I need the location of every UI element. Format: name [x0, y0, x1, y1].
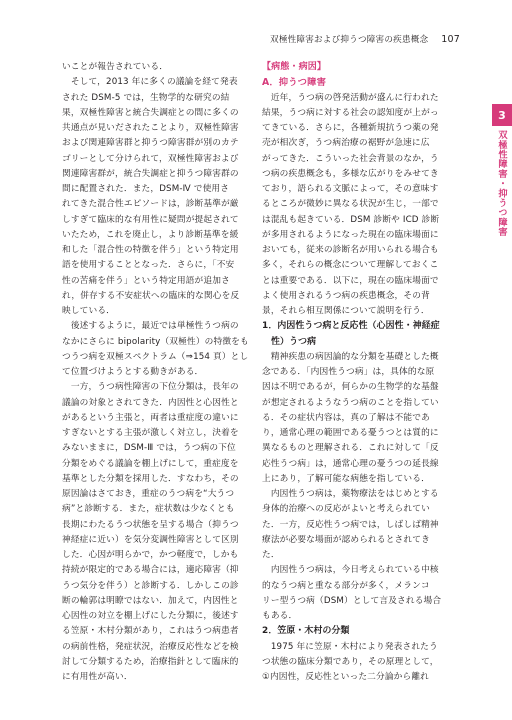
header-title: 双極性障害および抑うつ障害の疾患概念 [270, 35, 429, 45]
text-line: そして，2013 年に多くの議論を経て発表 [62, 77, 238, 88]
text-line: 1975 年に笠原・木村により発表されたう [262, 641, 438, 652]
page-number: 107 [441, 34, 460, 45]
text-line: る．その症状内容は，真の了解は不能であ [262, 412, 430, 423]
section-heading: A．抑うつ障害 [262, 77, 327, 89]
text-line: ゴリーとして分けられて，双極性障害および [62, 153, 239, 164]
text-line: た．一方，反応性うつ病では，しばしば精神 [262, 519, 439, 530]
text-line: の病前性格，発症状況，治療反応性などを検 [62, 641, 239, 652]
text-line: いたため，これを廃止し，より診断基準を緩 [62, 229, 239, 240]
text-line: いことが報告されている． [62, 62, 169, 72]
text-line: 基準とした分類を採用した．すなわち，その [62, 473, 239, 484]
text-line: 的なうつ病と重なる部分が多く，メランコ [262, 580, 430, 591]
text-line: すぎないとする主張が激しく対立し，決着を [62, 428, 239, 438]
paragraph-kasahara-kimura [262, 640, 459, 686]
text-line: 原因論はさておき，重症のうつ病を“大うつ [62, 489, 235, 499]
text-line: 身体的治療への反応がよいと考えられてい [262, 504, 430, 515]
text-line: 応性うつ病」は，通常心理の憂うつの延長線 [262, 458, 439, 469]
text-line: り，通常心理の範囲である憂うつとは質的に [262, 428, 439, 438]
text-line: つ病の疾患概念も，多様な広がりをみせてき [262, 168, 439, 179]
text-line: した．心因が明らかで，かつ軽度で，しかも [62, 550, 239, 560]
text-line: 映している． [62, 306, 116, 316]
text-line: 共通点が見いだされたことより，双極性障害 [62, 123, 239, 133]
text-line: があるという主張と，両者は重症度の違いに [62, 412, 239, 423]
text-line: た． [262, 550, 280, 560]
text-line: 念である．「内因性うつ病」は，具体的な原 [262, 367, 435, 377]
text-line: なかにさらに bipolarity（双極性）の特徴をも [62, 336, 249, 347]
text-line: 議論の対象とされてきた．内因性と心因性と [62, 397, 239, 408]
text-line: てきている．さらに，各種新規抗うつ薬の発 [262, 123, 439, 133]
chapter-number: 3 [498, 108, 506, 122]
right-column [262, 60, 459, 685]
paragraph-intro [262, 91, 459, 320]
text-line: 近年，うつ病の啓発活動が盛んに行われた [262, 92, 439, 103]
text-line: よく使用されるうつ病の疾患概念，その背 [262, 290, 430, 301]
text-line: 売が相次ぎ，うつ病治療の裾野が急速に広 [262, 138, 430, 149]
text-line: ①内因性，反応性といった二分論から離れ [262, 672, 430, 682]
text-line: 長期にわたるうつ状態を呈する場合（抑うつ [62, 519, 239, 530]
text-line: 上にあり，了解可能な病態を指している． [262, 473, 430, 484]
chapter-title-vertical: 双極性障害・抑うつ障害 [496, 130, 507, 237]
text-line: 心因性の対立を棚上げにした分類に，後述す [62, 611, 239, 621]
text-line: がってきた．こういった社会背景のなか，う [262, 153, 439, 164]
text-line: 因は不明であるが，何らかの生物学的な基盤 [262, 382, 439, 393]
text-line: る笠原・木村分類があり，これはうつ病患者 [62, 626, 239, 637]
text-line: 語を使用することとなった．さらに，「不安 [62, 260, 235, 271]
text-line: もある． [262, 611, 298, 621]
text-line: つうつ病を双極スペクトラム（⇒154 頁）とし [62, 351, 249, 362]
text-line: れてきた混合性エピソードは，診断基準が厳 [62, 199, 239, 210]
text-line: 療法が必要な場面が認められるとされてき [262, 534, 430, 545]
subheading-kasahara-kimura: 2．笠原・木村の分類 [262, 626, 350, 637]
text-line: は混乱も起きている．DSM 診断や ICD 診断 [262, 214, 440, 225]
text-line: 性の苦痛を伴う」という特定用語が追加さ [62, 275, 230, 286]
text-line: 内因性うつ病は，薬物療法をはじめとする [262, 489, 439, 499]
text-line: 間に配置された．また，DSM-Ⅳ で使用さ [62, 184, 230, 194]
text-line: とは重要である．以下に，現在の臨床場面で [262, 275, 439, 286]
text-line: 病”と診断する．また，症状数は少なくとも [62, 504, 235, 515]
text-line: れ，併存する不安症状への臨床的な関心を反 [62, 290, 240, 301]
text-line: 結果，うつ病に対する社会の認知度が上がっ [262, 107, 439, 118]
text-line: つ状態の臨床分類であり，その原理として， [262, 656, 439, 667]
section-label: 【病態・病因】 [262, 62, 327, 72]
text-line: リー型うつ病（DSM）として言及される場合 [262, 595, 442, 606]
text-line: おいても，従来の診断名が用いられる場合も [262, 245, 439, 255]
text-line: しすぎて臨床的な有用性に疑問が提起されて [62, 214, 239, 225]
text-line: 分類をめぐる議論を棚上げにして，重症度を [62, 458, 239, 469]
text-line: 和した「混合性の特徴を伴う」という特定用 [62, 245, 239, 255]
text-line: が多用されるようになった現在の臨床場面に [262, 229, 439, 240]
text-line: 関連障害群が，統合失調症と抑うつ障害群の [62, 168, 239, 179]
text-line: 異なるものと理解される．これに対して「反 [262, 443, 439, 454]
text-line: 一方，うつ病性障害の下位分類は，長年の [62, 382, 239, 393]
text-line: および関連障害群と抑うつ障害群が別のカテ [62, 138, 239, 149]
text-line: 多く，それらの概念について理解しておくこ [262, 260, 439, 271]
paragraph-endogenous [262, 350, 459, 625]
subheading-endogenous-reactive-cont: 性）うつ病 [262, 336, 317, 347]
text-line: 精神疾患の病因論的な分類を基礎とした概 [262, 351, 439, 362]
text-line: うつ気分を伴う）と診断する．しかしこの診 [62, 580, 239, 591]
text-line: みないままに，DSM-Ⅲ では，うつ病の下位 [62, 443, 236, 454]
text-line: に有用性が高い． [62, 672, 133, 682]
subheading-endogenous-reactive: 1．内因性うつ病と反応性（心因性・神経症 [262, 321, 440, 332]
text-line: るところが微妙に異なる状況が生じ，一部で [262, 199, 439, 210]
text-line: 後述するように，最近では単極性うつ病の [62, 321, 239, 332]
text-line: ており，語られる文脈によって，その意味す [262, 184, 439, 194]
text-line: された DSM-5 では，生物学的な研究の結 [62, 92, 230, 103]
text-line: 持続が限定的である場合には，適応障害（抑 [62, 565, 239, 576]
text-line: 討して分類するため，治療指針として臨床的 [62, 656, 239, 667]
text-line: 果，双極性障害と統合失調症との間に多くの [62, 107, 239, 118]
text-line: 断の輪郭は明瞭ではない．加えて，内因性と [62, 595, 239, 606]
left-column [62, 60, 252, 685]
text-line: 景，それら相互関係について説明を行う． [262, 306, 430, 316]
text-line: 内因性うつ病は，今日考えられている中核 [262, 565, 439, 576]
text-line: が想定されるようなうつ病のことを指してい [262, 397, 439, 408]
text-line: て位置づけようとする動きがある． [62, 367, 204, 377]
running-header [270, 33, 460, 45]
chapter-tab [492, 104, 512, 126]
text-line: 神経症に近い）を気分変調性障害として区別 [62, 534, 239, 545]
